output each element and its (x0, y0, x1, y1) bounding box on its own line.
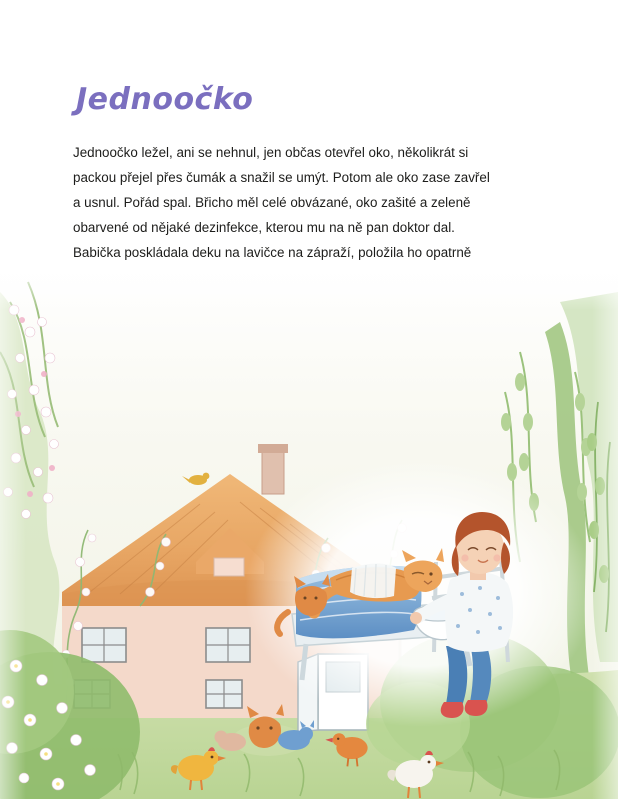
story-line: obarvené od nějaké dezinfekce, kterou mu na ně pan doktor dal. (73, 220, 455, 235)
page-title: Jednoočko (76, 82, 254, 118)
story-line: Babička poskládala deku na lavičce na zápraží, položila ho opatrně (73, 245, 472, 260)
story-line: a usnul. Pořád spal. Břicho měl celé obvázané, oko zašité a zeleně (73, 195, 471, 210)
illustration (0, 262, 618, 799)
story-line: Jednoočko ležel, ani se nehnul, jen občas otevřel oko, několikrát si (73, 145, 469, 160)
story-line: packou přejel přes čumák a snažil se umýt. Potom ale oko zase zavřel (73, 170, 490, 185)
bandage (350, 564, 396, 599)
